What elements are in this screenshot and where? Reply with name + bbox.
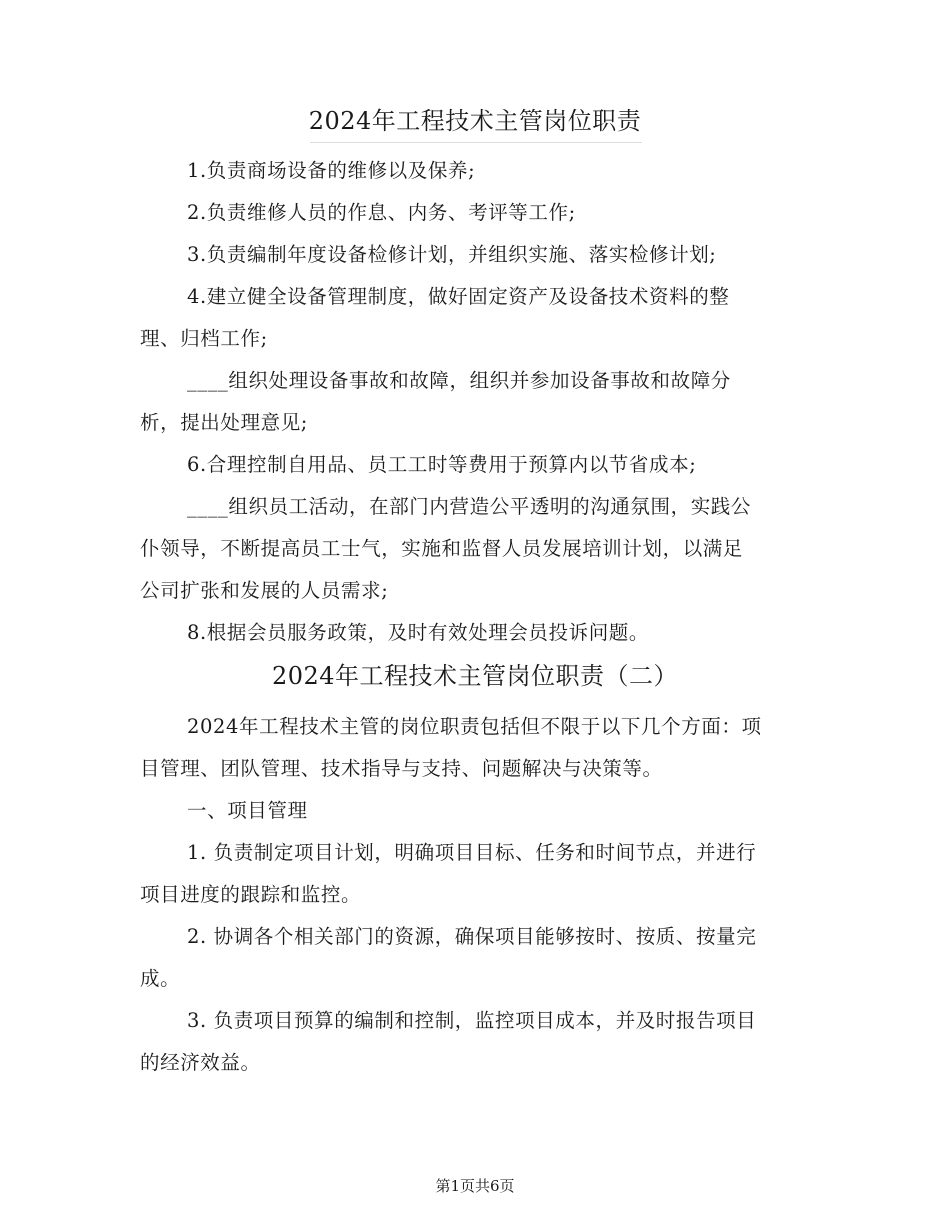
list-item-continuation: 公司扩张和发展的人员需求; xyxy=(140,579,389,602)
list-item: ____组织员工活动，在部门内营造公平透明的沟通氛围，实践公 xyxy=(187,495,752,518)
list-item: 4.建立健全设备管理制度，做好固定资产及设备技术资料的整 xyxy=(187,285,730,308)
document-title: 2024年工程技术主管岗位职责 xyxy=(308,107,642,135)
list-item: ____组织处理设备事故和故障，组织并参加设备事故和故障分 xyxy=(187,369,731,392)
list-item-continuation: 的经济效益。 xyxy=(140,1051,261,1074)
list-item: 2. 协调各个相关部门的资源，确保项目能够按时、按质、按量完 xyxy=(187,925,757,948)
section-2-title: 2024年工程技术主管岗位职责（二） xyxy=(271,662,679,690)
list-item-continuation: 理、归档工作; xyxy=(140,327,268,350)
list-item: 3.负责编制年度设备检修计划，并组织实施、落实检修计划; xyxy=(187,243,717,266)
list-item-continuation: 析，提出处理意见; xyxy=(140,411,308,434)
list-item: 6.合理控制自用品、员工工时等费用于预算内以节省成本; xyxy=(187,453,697,476)
list-item: 1.负责商场设备的维修以及保养; xyxy=(187,159,476,182)
list-item: 2.负责维修人员的作息、内务、考评等工作; xyxy=(187,201,576,224)
list-item: 8.根据会员服务政策，及时有效处理会员投诉问题。 xyxy=(187,621,650,644)
list-item: 3. 负责项目预算的编制和控制，监控项目成本，并及时报告项目 xyxy=(187,1009,757,1032)
page-number: 第1页共6页 xyxy=(435,1177,515,1195)
title-underline xyxy=(310,142,642,143)
paragraph-line: 2024年工程技术主管的岗位职责包括但不限于以下几个方面：项 xyxy=(187,715,762,738)
list-item: 1. 负责制定项目计划，明确项目目标、任务和时间节点，并进行 xyxy=(187,841,757,864)
list-item-continuation: 项目进度的跟踪和监控。 xyxy=(140,883,362,906)
list-item-continuation: 成。 xyxy=(140,967,181,990)
paragraph-line: 目管理、团队管理、技术指导与支持、问题解决与决策等。 xyxy=(140,757,663,780)
section-1-body xyxy=(140,150,820,654)
section-2-body xyxy=(140,706,820,1084)
subsection-heading: 一、项目管理 xyxy=(187,799,308,822)
list-item-continuation: 仆领导，不断提高员工士气，实施和监督人员发展培训计划，以满足 xyxy=(140,537,744,560)
